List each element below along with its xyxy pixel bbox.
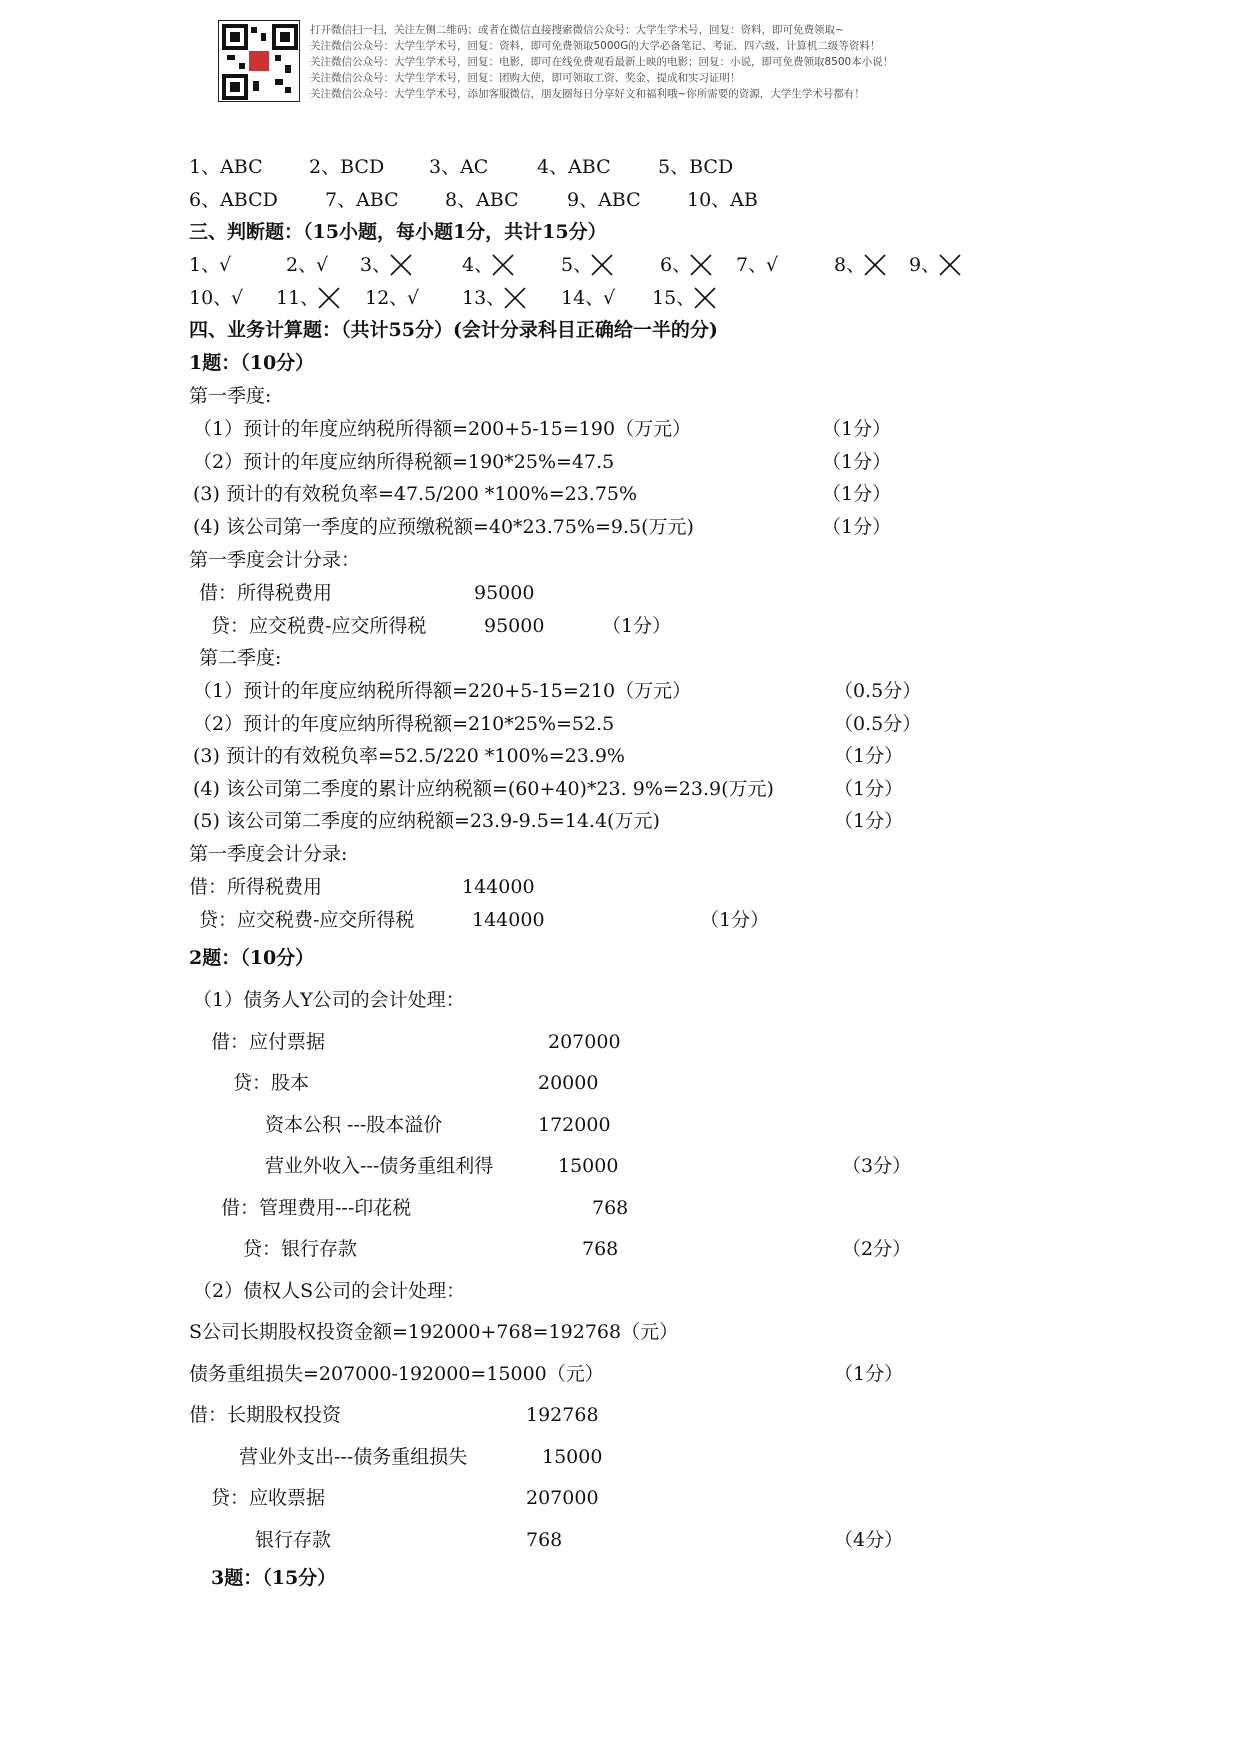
tf-number: 12、 (365, 287, 409, 309)
header-promo-text (310, 22, 893, 102)
entry-account: 贷：银行存款 (243, 1238, 358, 1260)
tf-number: 7、 (736, 254, 768, 276)
q2-calc-line: 债务重组损失=207000-192000=15000（元） (189, 1363, 604, 1385)
q1-quarter1-label: 第一季度: (189, 385, 272, 407)
tf-number: 6、 (660, 254, 692, 276)
entry-account: 贷：股本 (233, 1072, 310, 1094)
q2-item: (5) 该公司第二季度的应纳税额=23.9-9.5=14.4(万元) (193, 810, 660, 832)
entry-score: （1分） (602, 615, 672, 637)
tf-number: 14、 (561, 287, 605, 309)
entry-account: 借：管理费用---印花税 (221, 1197, 412, 1219)
entry-account: 借：长期股权投资 (189, 1404, 342, 1426)
cross-mark-icon (690, 254, 712, 276)
q2-entry-label: 第一季度会计分录: (189, 843, 348, 865)
entry-amount: 192768 (526, 1404, 599, 1426)
entry-account: 贷：应交税费-应交所得税 (211, 615, 427, 637)
q2-item: （2）预计的年度应纳所得税额=210*25%=52.5 (193, 713, 615, 735)
mc-answer: 3、AC (429, 156, 489, 178)
entry-score: （4分） (834, 1529, 904, 1551)
mc-answer: 5、BCD (658, 156, 734, 178)
entry-amount: 207000 (548, 1031, 621, 1053)
check-mark-icon: √ (316, 254, 329, 276)
entry-score: （3分） (842, 1155, 912, 1177)
check-mark-icon: √ (231, 287, 244, 309)
tf-number: 8、 (834, 254, 866, 276)
q1-title: 1题：（10分） (189, 352, 315, 374)
check-mark-icon: √ (603, 287, 616, 309)
cross-mark-icon (939, 254, 961, 276)
q2-item-score: （0.5分） (834, 680, 922, 702)
cross-mark-icon (591, 254, 613, 276)
entry-amount: 144000 (462, 876, 535, 898)
entry-account: 借：所得税费用 (199, 582, 333, 604)
entry-account: 营业外支出---债务重组损失 (239, 1446, 468, 1468)
calc-heading: 四、业务计算题：（共计55分）(会计分录科目正确给一半的分) (189, 319, 718, 341)
entry-amount: 95000 (474, 582, 535, 604)
q2-item: (4) 该公司第二季度的累计应纳税额=(60+40)*23. 9%=23.9(万元) (193, 778, 774, 800)
cross-mark-icon (694, 287, 716, 309)
tf-number: 10、 (189, 287, 233, 309)
tf-number: 5、 (561, 254, 593, 276)
q2-title: 2题：（10分） (189, 947, 315, 969)
entry-amount: 768 (582, 1238, 619, 1260)
mc-answer: 10、AB (687, 189, 758, 211)
mc-answer: 1、ABC (189, 156, 263, 178)
entry-account: 贷：应交税费-应交所得税 (199, 909, 415, 931)
mc-answer: 6、ABCD (189, 189, 278, 211)
q2-calc-line: S公司长期股权投资金额=192000+768=192768（元） (189, 1321, 679, 1343)
q1-item: （2）预计的年度应纳所得税额=190*25%=47.5 (193, 451, 615, 473)
tf-number: 15、 (652, 287, 696, 309)
entry-score: （1分） (834, 1363, 904, 1385)
entry-amount: 172000 (538, 1114, 611, 1136)
tf-number: 4、 (462, 254, 494, 276)
cross-mark-icon (318, 287, 340, 309)
mc-answer: 8、ABC (445, 189, 519, 211)
entry-amount: 144000 (472, 909, 545, 931)
entry-account: 银行存款 (255, 1529, 332, 1551)
tf-heading: 三、判断题：（15小题，每小题1分，共计15分） (189, 221, 607, 243)
header-line: 关注微信公众号：大学生学术号，回复：电影，即可在线免费观看最新上映的电影；回复：小说，即可免费领取8500本小说！ (310, 56, 894, 68)
cross-mark-icon (864, 254, 886, 276)
entry-amount: 768 (592, 1197, 629, 1219)
tf-number: 3、 (360, 254, 392, 276)
q3-title: 3题：（15分） (211, 1567, 337, 1589)
q2-item-score: （0.5分） (834, 713, 922, 735)
q2-item: （1）预计的年度应纳税所得额=220+5-15=210（万元） (193, 680, 692, 702)
cross-mark-icon (504, 287, 526, 309)
entry-account: 营业外收入---债务重组利得 (265, 1155, 494, 1177)
q2-item-score: （1分） (834, 810, 904, 832)
qr-code-image[interactable] (218, 20, 300, 102)
entry-amount: 95000 (484, 615, 545, 637)
entry-amount: 15000 (558, 1155, 619, 1177)
entry-amount: 15000 (542, 1446, 603, 1468)
page-header (218, 20, 998, 102)
entry-score: （1分） (700, 909, 770, 931)
mc-answer: 4、ABC (537, 156, 611, 178)
tf-number: 2、 (286, 254, 318, 276)
q2-item-score: （1分） (834, 778, 904, 800)
q2-item: (3) 预计的有效税负率=52.5/220 *100%=23.9% (193, 745, 625, 767)
q1-item-score: （1分） (822, 516, 892, 538)
check-mark-icon: √ (766, 254, 779, 276)
q2-item-score: （1分） (834, 745, 904, 767)
entry-amount: 207000 (526, 1487, 599, 1509)
q1-item: （1）预计的年度应纳税所得额=200+5-15=190（万元） (193, 418, 692, 440)
q1-item: (4) 该公司第一季度的应预缴税额=40*23.75%=9.5(万元) (193, 516, 694, 538)
q1-item-score: （1分） (822, 451, 892, 473)
q1-item: (3) 预计的有效税负率=47.5/200 *100%=23.75% (193, 483, 638, 505)
entry-amount: 20000 (538, 1072, 599, 1094)
cross-mark-icon (390, 254, 412, 276)
tf-number: 9、 (909, 254, 941, 276)
check-mark-icon: √ (219, 254, 232, 276)
cross-mark-icon (492, 254, 514, 276)
entry-score: （2分） (842, 1238, 912, 1260)
mc-answer: 7、ABC (325, 189, 399, 211)
tf-number: 13、 (462, 287, 506, 309)
check-mark-icon: √ (407, 287, 420, 309)
tf-number: 11、 (276, 287, 320, 309)
mc-answer: 9、ABC (567, 189, 641, 211)
q1-item-score: （1分） (822, 483, 892, 505)
mc-answer: 2、BCD (309, 156, 385, 178)
q2-part2-label: （2）债权人S公司的会计处理： (193, 1280, 466, 1302)
tf-number: 1、 (189, 254, 221, 276)
entry-account: 借：应付票据 (211, 1031, 326, 1053)
header-line: 关注微信公众号：大学生学术号，回复：资料，即可免费领取5000G的大学必备笔记、考证、四六级、计算机二级等资料！ (310, 40, 881, 52)
entry-account: 贷：应收票据 (211, 1487, 326, 1509)
entry-amount: 768 (526, 1529, 563, 1551)
header-line: 关注微信公众号：大学生学术号，添加客服微信，朋友圈每日分享好文和福利哦~你所需要的资源，大学生学术号都有！ (310, 88, 865, 100)
header-line: 关注微信公众号：大学生学术号，回复：团购大使，即可领取工资、奖金、提成和实习证明！ (310, 72, 741, 84)
q1-item-score: （1分） (822, 418, 892, 440)
q2-part1-label: （1）债务人Y公司的会计处理： (193, 989, 465, 1011)
header-line: 打开微信扫一扫，关注左侧二维码；或者在微信直接搜索微信公众号：大学生学术号，回复：资料，即可免费领取~ (310, 24, 844, 36)
entry-account: 资本公积 ---股本溢价 (265, 1114, 443, 1136)
qr-logo-icon (249, 51, 269, 71)
entry-account: 借：所得税费用 (189, 876, 323, 898)
q1-quarter2-label: 第二季度: (199, 647, 282, 669)
q1-entry-label: 第一季度会计分录： (189, 549, 361, 571)
